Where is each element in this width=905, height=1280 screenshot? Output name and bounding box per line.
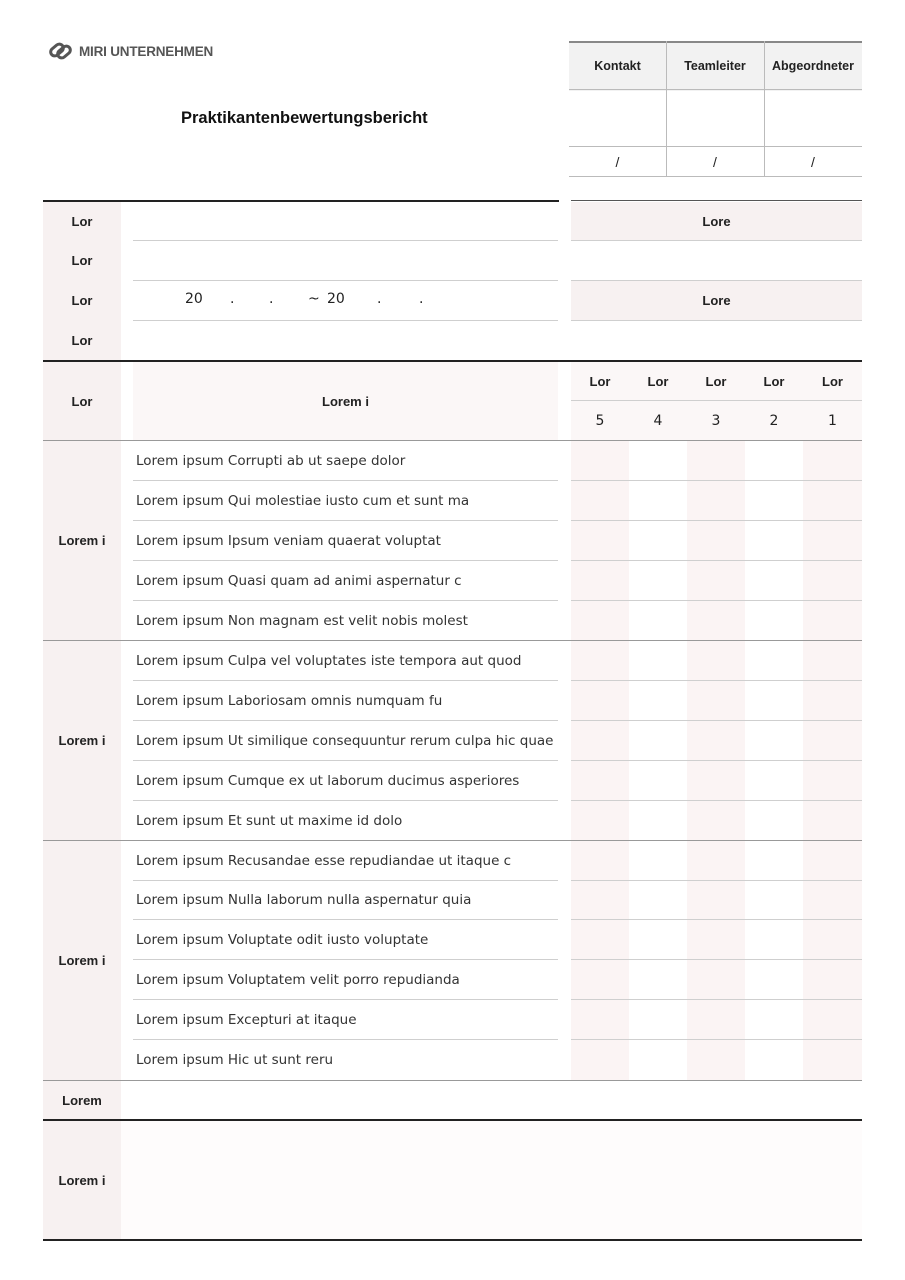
total-label: Lorem [62,1092,102,1108]
link-icon [48,40,74,62]
section-3-item-5: Lorem ipsum Excepturi at itaque [136,1011,357,1028]
approval-date-deputy[interactable]: / [811,153,815,170]
section-3-item-6: Lorem ipsum Hic ut sunt reru [136,1051,334,1068]
section-1-item-3: Lorem ipsum Ipsum veniam quaerat voluptat [136,532,441,549]
rating-score-5: 5 [595,412,605,429]
section-1-item-5: Lorem ipsum Non magnam est velit nobis molest [136,612,468,629]
comment-label: Lorem i [58,1172,106,1188]
section-3-item-1: Lorem ipsum Recusandae esse repudiandae ut itaque c [136,852,512,869]
rating-level-3: Lor [705,373,727,389]
period-end-year: 20 [327,291,345,307]
section-2-item-2: Lorem ipsum Laboriosam omnis numquam fu [136,692,443,709]
info-right-label-1: Lore [702,213,731,229]
period-separator: ~ [308,291,320,307]
ratings-header-item: Lorem i [322,393,369,409]
info-label-4: Lor [71,333,93,348]
rating-level-1: Lor [822,373,843,389]
ratings-header-category: Lor [71,393,93,409]
approval-signature-deputy[interactable] [764,90,862,146]
section-2-item-5: Lorem ipsum Et sunt ut maxime id dolo [136,812,403,829]
section-1-item-2: Lorem ipsum Qui molestiae iusto cum et sunt ma [136,492,470,509]
info-right-field-1[interactable] [571,241,862,280]
section-3-item-3: Lorem ipsum Voluptate odit iusto voluptate [136,931,429,948]
section-1-item-4: Lorem ipsum Quasi quam ad animi aspernatur c [136,572,462,589]
total-field[interactable] [133,1081,862,1119]
info-label-1: Lor [71,213,93,229]
company-logo [48,40,213,62]
info-label-3: Lor [71,293,93,308]
info-field-period[interactable]: 20 . . ~ 20 . . [185,291,424,307]
approval-date-contact[interactable]: / [615,153,620,170]
info-field-4[interactable] [133,321,558,360]
section-2-item-1: Lorem ipsum Culpa vel voluptates iste tempora aut quod [136,652,522,669]
approval-date-teamleader[interactable]: / [713,153,717,170]
section-2-item-3: Lorem ipsum Ut similique consequuntur rerum culpa hic quae [136,732,554,749]
approval-signature-teamleader[interactable] [666,90,764,146]
period-start-year: 20 [185,291,203,307]
rating-score-1: 1 [828,412,837,429]
section-2-label: Lorem i [58,733,106,748]
info-right-field-2[interactable] [571,321,862,360]
section-3-item-4: Lorem ipsum Voluptatem velit porro repudianda [136,971,460,988]
section-1-label: Lorem i [58,533,106,548]
section-1-item-1: Lorem ipsum Corrupti ab ut saepe dolor [136,452,406,469]
info-right-label-2: Lore [702,293,731,308]
page-title: Praktikantenbewertungsbericht [181,109,428,127]
rating-score-4: 4 [653,412,663,429]
approval-col-deputy: Abgeordneter [772,59,854,73]
section-3-item-2: Lorem ipsum Nulla laborum nulla aspernatur quia [136,891,472,908]
rating-level-4: Lor [647,373,669,389]
rating-level-5: Lor [589,373,611,389]
rating-level-2: Lor [763,373,785,389]
info-label-2: Lor [71,253,93,268]
info-field-1[interactable] [133,202,558,240]
approval-col-contact: Kontakt [594,59,641,73]
rating-score-3: 3 [711,412,721,429]
approval-signature-contact[interactable] [569,90,666,146]
info-field-2[interactable] [133,241,558,280]
comment-field[interactable] [121,1121,862,1239]
section-3-label: Lorem i [58,953,106,968]
section-2-item-4: Lorem ipsum Cumque ex ut laborum ducimus asperiores [136,772,520,789]
company-name: MIRI UNTERNEHMEN [79,43,214,59]
approval-col-teamleader: Teamleiter [684,59,746,73]
rating-score-2: 2 [769,412,779,429]
